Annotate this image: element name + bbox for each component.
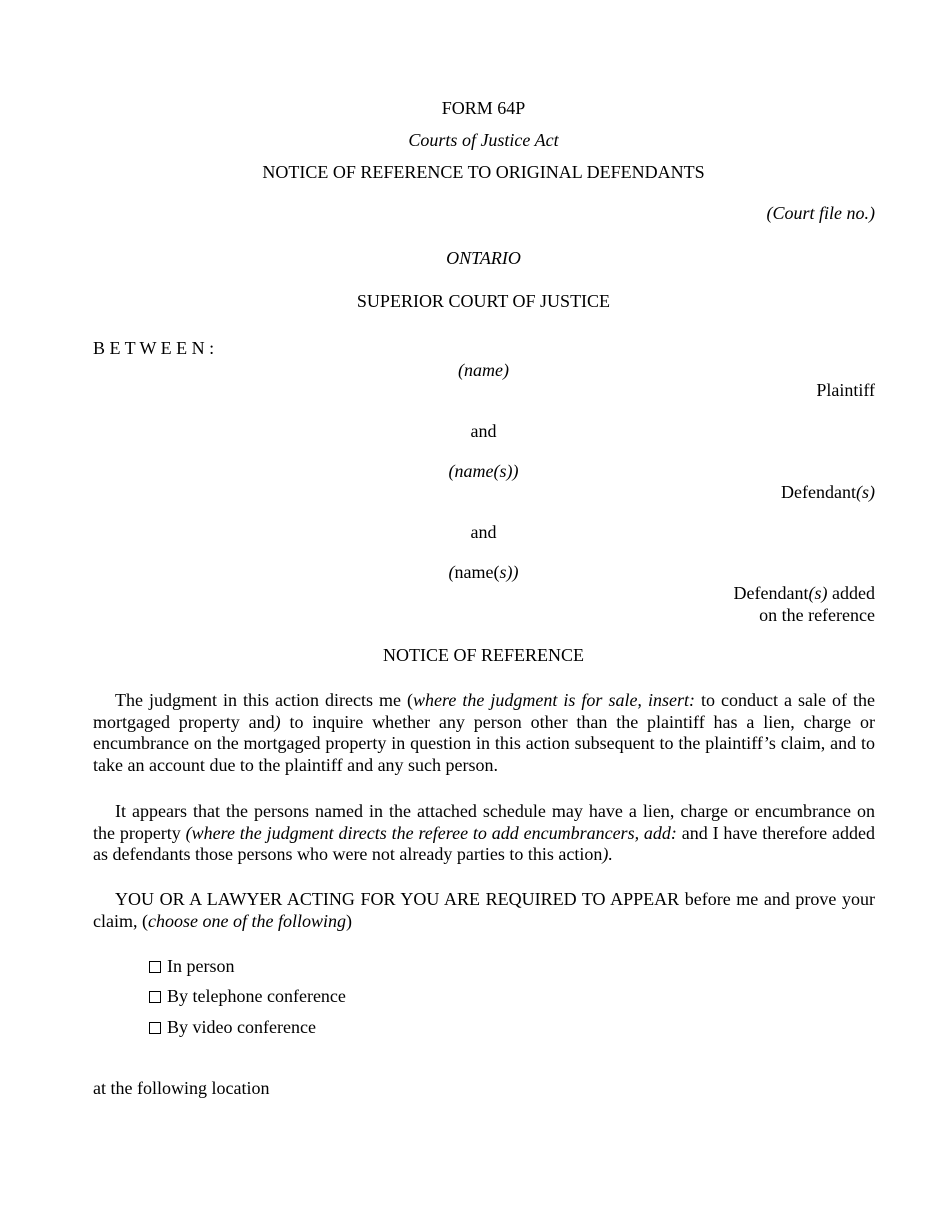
p3-text-2: ) <box>345 910 352 931</box>
added-role-suffix: (s) <box>808 583 828 603</box>
province-text: ONTARIO <box>446 248 521 268</box>
paragraph-appear <box>93 889 875 932</box>
p3-text-1: YOU OR A LAWYER ACTING FOR YOU ARE REQUIRED TO APPEAR before me and prove your claim, ( <box>93 889 875 931</box>
court-file-no-text: (Court file no.) <box>766 203 875 223</box>
defendants-role-suffix: (s) <box>856 482 875 502</box>
video-label: By video conference <box>167 1017 316 1037</box>
video-checkbox[interactable] <box>149 1022 161 1034</box>
paragraph-persons <box>93 801 875 866</box>
defendants-name <box>0 460 950 482</box>
option-in-person[interactable] <box>149 955 234 977</box>
added-name-suffix: s)) <box>499 562 519 582</box>
court-file-no <box>767 202 876 224</box>
p2-italic-2: ). <box>602 844 613 865</box>
location-label: at the following location <box>93 1078 270 1098</box>
plaintiff-name-text: (name) <box>458 360 509 380</box>
option-video[interactable] <box>149 1016 316 1038</box>
defendants-name-text: (name(s)) <box>448 461 519 481</box>
added-role-tail: added <box>827 583 875 603</box>
and-connector-1: and <box>470 421 497 441</box>
and-connector-2: and <box>470 522 497 542</box>
option-telephone[interactable] <box>149 985 346 1007</box>
plaintiff-name <box>0 359 950 381</box>
added-name-open: ( <box>448 562 455 582</box>
p1-text-3: to inquire whether any person other than the plaintiff has a lien, charge or encumbrance on the mortgaged property in question in this action subsequent to the plaintiff’s claim, and to take an account due to the plaintiff and any such person. <box>93 711 875 775</box>
in-person-label: In person <box>167 956 235 976</box>
between-label: B E T W E E N : <box>93 338 215 358</box>
added-defendants-role <box>734 582 875 604</box>
plaintiff-role: Plaintiff <box>816 380 875 400</box>
p1-text-2: to conduct a sale of the mortgaged property and <box>93 690 875 732</box>
form-number: FORM 64P <box>441 98 526 118</box>
p2-text-1: It appears that the persons named in the attached schedule may have a lien, charge or encumbrance on the property <box>93 801 875 843</box>
added-role-main: Defendant <box>733 583 809 603</box>
added-name-word: name( <box>454 562 500 582</box>
p1-text-1: The judgment in this action directs me ( <box>115 690 414 710</box>
paragraph-judgment <box>93 690 875 776</box>
p1-italic-1: where the judgment is for sale, insert: <box>413 690 695 710</box>
defendants-role <box>781 481 875 503</box>
province <box>0 247 950 269</box>
act-title-text: Courts of Justice Act <box>408 130 559 150</box>
added-defendants-name <box>0 561 950 583</box>
p2-italic-1: (where the judgment directs the referee to add encumbrancers, add: <box>185 822 677 843</box>
p3-italic-1: choose one of the following <box>147 910 346 931</box>
telephone-label: By telephone conference <box>167 986 346 1006</box>
in-person-checkbox[interactable] <box>149 961 161 973</box>
court-name: SUPERIOR COURT OF JUSTICE <box>356 291 611 311</box>
notice-heading: NOTICE OF REFERENCE <box>382 645 584 665</box>
telephone-checkbox[interactable] <box>149 991 161 1003</box>
p1-italic-2: ) <box>274 711 281 732</box>
form-title: NOTICE OF REFERENCE TO ORIGINAL DEFENDANTS <box>262 162 705 182</box>
p2-text-2: and I have therefore added as defendants those persons who were not already parties to this action <box>93 822 875 865</box>
act-title <box>0 129 950 151</box>
defendants-role-main: Defendant <box>781 482 856 502</box>
added-defendants-role-line2: on the reference <box>759 605 875 625</box>
